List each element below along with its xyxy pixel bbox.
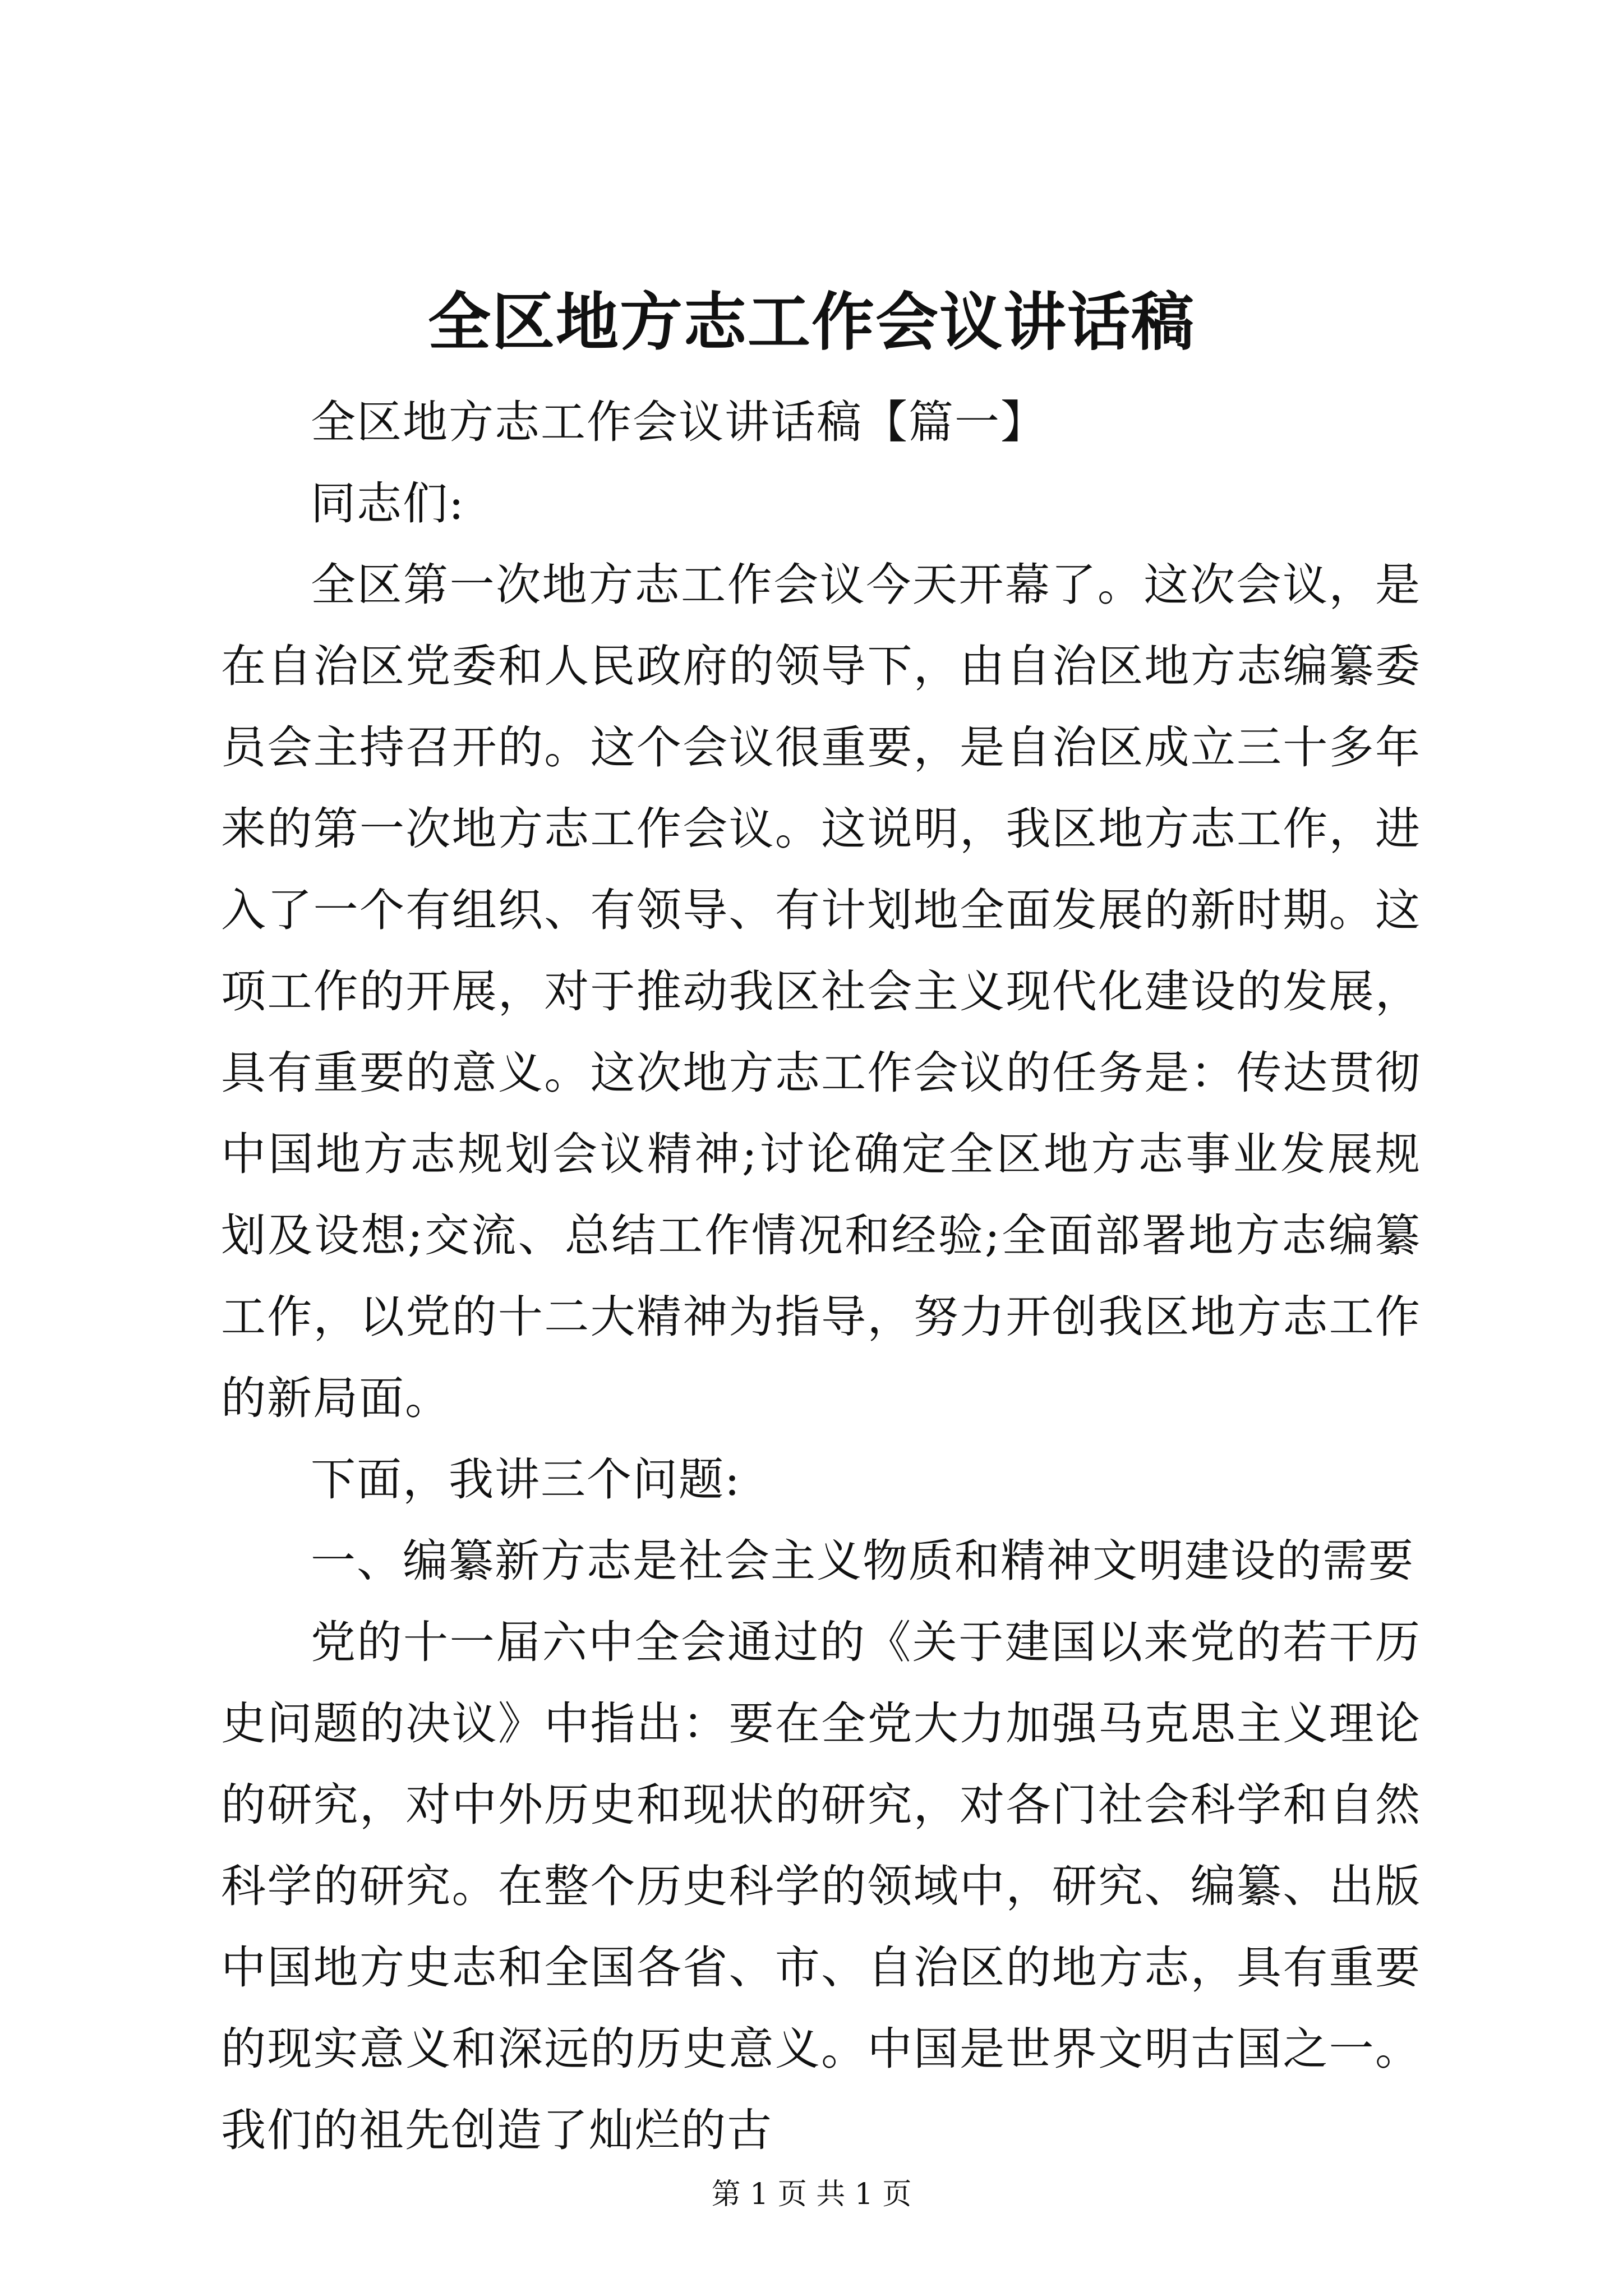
document-title: 全区地方志工作会议讲话稿 — [428, 286, 1195, 359]
paragraph-opening: 全区第一次地方志工作会议今天开幕了。这次会议，是在自治区党委和人民政府的领导下，由自治区地方志编纂委员会主持召开的。这个会议很重要，是自治区成立三十多年来的第一次地方志工作会议。这说明，我区地方志工作，进入了一个有组织、有领导、有计划地全面发展的新时期。这项工作的开展，对于推动我区社会主义现代化建设的发展，具有重要的意义。这次地方志工作会议的任务是：传达贯彻中国地方志规划会议精神;讨论确定全区地方志事业发展规划及设想;交流、总结工作情况和经验;全面部署地方志编纂工作，以党的十二大精神为指导，努力开创我区地方志工作的新局面。 — [221, 559, 1421, 1424]
paragraph-section-one-heading: 一、编纂新方志是社会主义物质和精神文明建设的需要 — [311, 1535, 1414, 1587]
paragraph-salutation: 同志们: — [311, 477, 465, 530]
paragraph-heading-part-one: 全区地方志工作会议讲话稿【篇一】 — [311, 396, 1046, 448]
page-number-footer: 第 1 页 共 1 页 — [711, 2178, 912, 2211]
paragraph-intro-three-issues: 下面，我讲三个问题: — [311, 1453, 741, 1506]
paragraph-section-one-body: 党的十一届六中全会通过的《关于建国以来党的若干历史问题的决议》中指出：要在全党大力加强马克思主义理论的研究，对中外历史和现状的研究，对各门社会科学和自然科学的研究。在整个历史科学的领域中，研究、编纂、出版中国地方史志和全国各省、市、自治区的地方志，具有重要的现实意义和深远的历史意义。中国是世界文明古国之一。我们的祖先创造了灿烂的古 — [221, 1616, 1421, 2156]
document-body — [221, 381, 1421, 2171]
